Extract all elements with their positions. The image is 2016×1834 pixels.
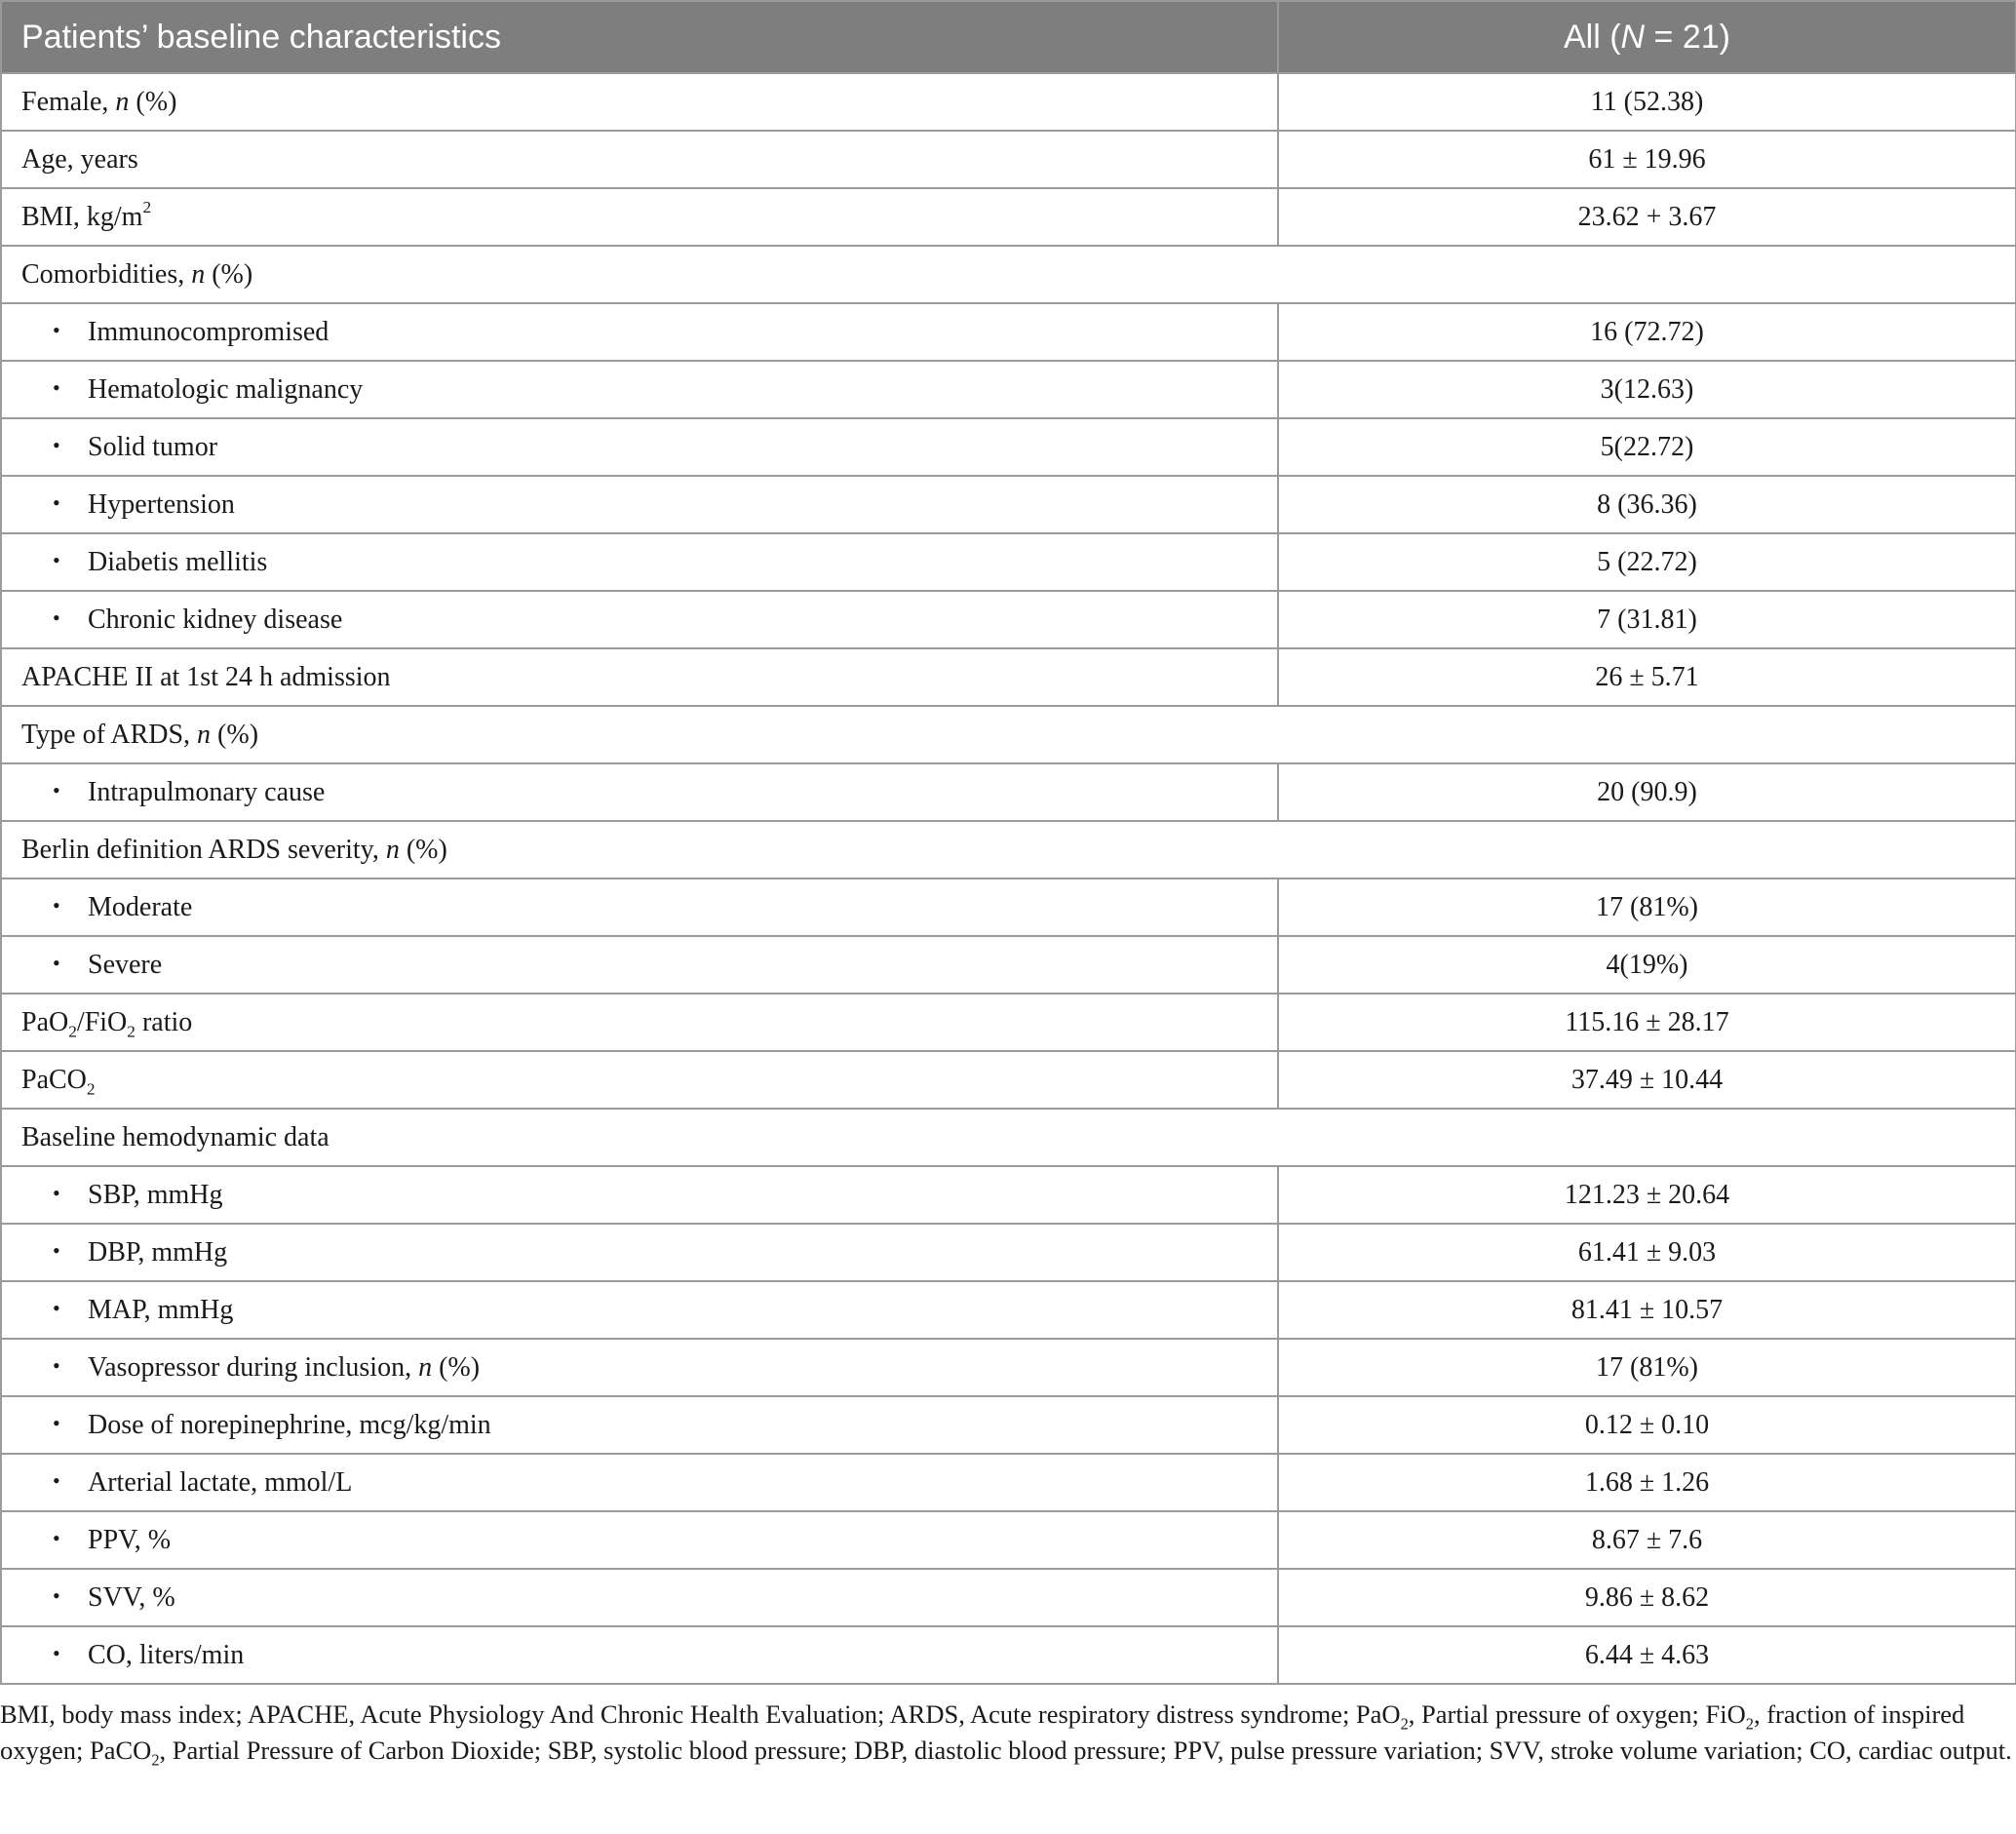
- row-label: [1, 1339, 1278, 1396]
- row-value: 8.67 ± 7.6: [1278, 1511, 2016, 1569]
- row-value: 121.23 ± 20.64: [1278, 1166, 2016, 1224]
- footnote-text: , fraction of inspired oxygen; PaCO: [0, 1699, 1965, 1765]
- table-row: [1, 361, 2016, 418]
- label-text: CO, liters/min: [88, 1639, 245, 1670]
- label-text: Moderate: [88, 891, 193, 922]
- label-text: Hematologic malignancy: [88, 373, 364, 405]
- row-label: Age, years: [1, 131, 1278, 188]
- label-text: Type of ARDS,: [21, 719, 198, 750]
- row-value: 61 ± 19.96: [1278, 131, 2016, 188]
- row-value: 115.16 ± 28.17: [1278, 994, 2016, 1051]
- row-label: [1, 188, 1278, 246]
- row-label: [1, 1224, 1278, 1281]
- row-value: 23.62 + 3.67: [1278, 188, 2016, 246]
- row-label: [1, 476, 1278, 533]
- row-value: 81.41 ± 10.57: [1278, 1281, 2016, 1339]
- row-label: [1, 878, 1278, 936]
- table-row: [1, 1396, 2016, 1454]
- label-text: DBP, mmHg: [88, 1236, 228, 1268]
- row-label: [1, 1166, 1278, 1224]
- table-row: [1, 131, 2016, 188]
- section-label: Baseline hemodynamic data: [1, 1109, 2016, 1166]
- bullet-icon: •: [53, 605, 60, 630]
- label-text: Dose of norepinephrine, mcg/kg/min: [88, 1409, 491, 1440]
- label-text: Chronic kidney disease: [88, 604, 343, 635]
- table-row: [1, 878, 2016, 936]
- label-suffix: (%): [205, 258, 253, 290]
- row-label: [1, 418, 1278, 476]
- table-row: [1, 648, 2016, 706]
- bullet-icon: •: [53, 1582, 60, 1608]
- section-row: [1, 246, 2016, 303]
- header-characteristics: Patients’ baseline characteristics: [1, 1, 1278, 73]
- table-row: [1, 1224, 2016, 1281]
- label-italic: n: [418, 1351, 433, 1383]
- row-label: [1, 1396, 1278, 1454]
- row-value: 8 (36.36): [1278, 476, 2016, 533]
- table-row: [1, 533, 2016, 591]
- table-row: [1, 591, 2016, 648]
- section-label: [1, 246, 2016, 303]
- label-text: Berlin definition ARDS severity,: [21, 834, 386, 865]
- row-label: [1, 1051, 1278, 1109]
- row-label: [1, 936, 1278, 994]
- label-text: Severe: [88, 949, 163, 980]
- row-label: [1, 73, 1278, 131]
- section-row: [1, 821, 2016, 878]
- label-suffix: (%): [211, 719, 259, 750]
- header-all: [1278, 1, 2016, 73]
- table-row: [1, 476, 2016, 533]
- bullet-icon: •: [53, 1295, 60, 1320]
- row-label: [1, 1626, 1278, 1684]
- label-suffix: (%): [432, 1351, 481, 1383]
- table-row: [1, 1281, 2016, 1339]
- label-text: Diabetis mellitis: [88, 546, 268, 577]
- table-row: [1, 994, 2016, 1051]
- section-row: [1, 1109, 2016, 1166]
- label-italic: n: [115, 86, 130, 117]
- row-value: 0.12 ± 0.10: [1278, 1396, 2016, 1454]
- row-label: [1, 303, 1278, 361]
- label-text: Immunocompromised: [88, 316, 330, 347]
- table-footnote: [0, 1697, 2016, 1769]
- bullet-icon: •: [53, 317, 60, 342]
- footnote-subscript: 2: [1400, 1714, 1409, 1734]
- table-row: [1, 188, 2016, 246]
- row-value: 3(12.63): [1278, 361, 2016, 418]
- label-text: BMI, kg/m: [21, 201, 143, 232]
- footnote-text: BMI, body mass index; APACHE, Acute Physiology And Chronic Health Evaluation; ARDS, Acute respiratory distress syndrome; PaO: [0, 1699, 1401, 1729]
- row-value: 61.41 ± 9.03: [1278, 1224, 2016, 1281]
- table-row: [1, 763, 2016, 821]
- bullet-icon: •: [53, 432, 60, 457]
- label-text: Female,: [21, 86, 116, 117]
- label-subscript: 2: [86, 1079, 96, 1099]
- row-value: 16 (72.72): [1278, 303, 2016, 361]
- label-subscript: 2: [68, 1022, 77, 1041]
- table-row: [1, 418, 2016, 476]
- row-label: [1, 533, 1278, 591]
- label-text: Arterial lactate, mmol/L: [88, 1466, 353, 1498]
- row-label: [1, 1454, 1278, 1511]
- label-text: Vasopressor during inclusion,: [88, 1351, 419, 1383]
- header-all-n: N: [1620, 18, 1646, 56]
- bullet-icon: •: [53, 489, 60, 515]
- table-row: [1, 1166, 2016, 1224]
- row-value: 11 (52.38): [1278, 73, 2016, 131]
- header-all-suffix: = 21): [1645, 18, 1730, 56]
- table-row: [1, 936, 2016, 994]
- row-value: 7 (31.81): [1278, 591, 2016, 648]
- row-value: 17 (81%): [1278, 1339, 2016, 1396]
- table-header-row: [1, 1, 2016, 73]
- bullet-icon: •: [53, 1237, 60, 1263]
- bullet-icon: •: [53, 1525, 60, 1550]
- row-value: 5(22.72): [1278, 418, 2016, 476]
- section-label: [1, 706, 2016, 763]
- section-label: [1, 821, 2016, 878]
- label-suffix: (%): [399, 834, 447, 865]
- row-label: [1, 763, 1278, 821]
- bullet-icon: •: [53, 777, 60, 802]
- label-text: ratio: [135, 1006, 193, 1037]
- table-row: [1, 1339, 2016, 1396]
- footnote-subscript: 2: [151, 1750, 160, 1770]
- label-superscript: 2: [142, 198, 152, 217]
- row-value: 1.68 ± 1.26: [1278, 1454, 2016, 1511]
- label-text: Hypertension: [88, 488, 235, 520]
- row-label: [1, 1281, 1278, 1339]
- footnote-text: , Partial pressure of oxygen; FiO: [1408, 1699, 1746, 1729]
- row-label: [1, 361, 1278, 418]
- row-label: [1, 591, 1278, 648]
- bullet-icon: •: [53, 374, 60, 400]
- row-label: [1, 1511, 1278, 1569]
- header-all-prefix: All (: [1563, 18, 1621, 56]
- label-italic: n: [191, 258, 206, 290]
- bullet-icon: •: [53, 1467, 60, 1493]
- label-text: /FiO: [76, 1006, 128, 1037]
- label-text: SVV, %: [88, 1581, 175, 1613]
- bullet-icon: •: [53, 1410, 60, 1435]
- label-text: PaCO: [21, 1064, 87, 1095]
- bullet-icon: •: [53, 950, 60, 975]
- row-label: [1, 1569, 1278, 1626]
- table-row: [1, 1051, 2016, 1109]
- label-text: MAP, mmHg: [88, 1294, 234, 1325]
- row-value: 17 (81%): [1278, 878, 2016, 936]
- table-row: [1, 1454, 2016, 1511]
- label-text: Solid tumor: [88, 431, 218, 462]
- label-suffix: (%): [129, 86, 177, 117]
- bullet-icon: •: [53, 892, 60, 917]
- row-label: [1, 994, 1278, 1051]
- table-row: [1, 1511, 2016, 1569]
- table-row: [1, 303, 2016, 361]
- section-row: [1, 706, 2016, 763]
- label-text: PPV, %: [88, 1524, 172, 1555]
- footnote-subscript: 2: [1745, 1714, 1754, 1734]
- footnote-text: , Partial Pressure of Carbon Dioxide; SBP, systolic blood pressure; DBP, diastolic blood pressure; PPV, pulse pressure variation; SVV, stroke volume variation; CO, cardiac output.: [159, 1736, 2012, 1765]
- label-text: Comorbidities,: [21, 258, 192, 290]
- label-italic: n: [197, 719, 212, 750]
- bullet-icon: •: [53, 1180, 60, 1205]
- row-label: APACHE II at 1st 24 h admission: [1, 648, 1278, 706]
- label-italic: n: [385, 834, 400, 865]
- row-value: 37.49 ± 10.44: [1278, 1051, 2016, 1109]
- bullet-icon: •: [53, 1352, 60, 1378]
- label-text: PaO: [21, 1006, 69, 1037]
- table-row: [1, 1626, 2016, 1684]
- table-row: [1, 1569, 2016, 1626]
- row-value: 4(19%): [1278, 936, 2016, 994]
- row-value: 26 ± 5.71: [1278, 648, 2016, 706]
- label-text: SBP, mmHg: [88, 1179, 223, 1210]
- bullet-icon: •: [53, 1640, 60, 1665]
- table-row: [1, 73, 2016, 131]
- row-value: 5 (22.72): [1278, 533, 2016, 591]
- label-text: Intrapulmonary cause: [88, 776, 326, 807]
- row-value: 6.44 ± 4.63: [1278, 1626, 2016, 1684]
- label-subscript: 2: [127, 1022, 136, 1041]
- bullet-icon: •: [53, 547, 60, 572]
- row-value: 9.86 ± 8.62: [1278, 1569, 2016, 1626]
- row-value: 20 (90.9): [1278, 763, 2016, 821]
